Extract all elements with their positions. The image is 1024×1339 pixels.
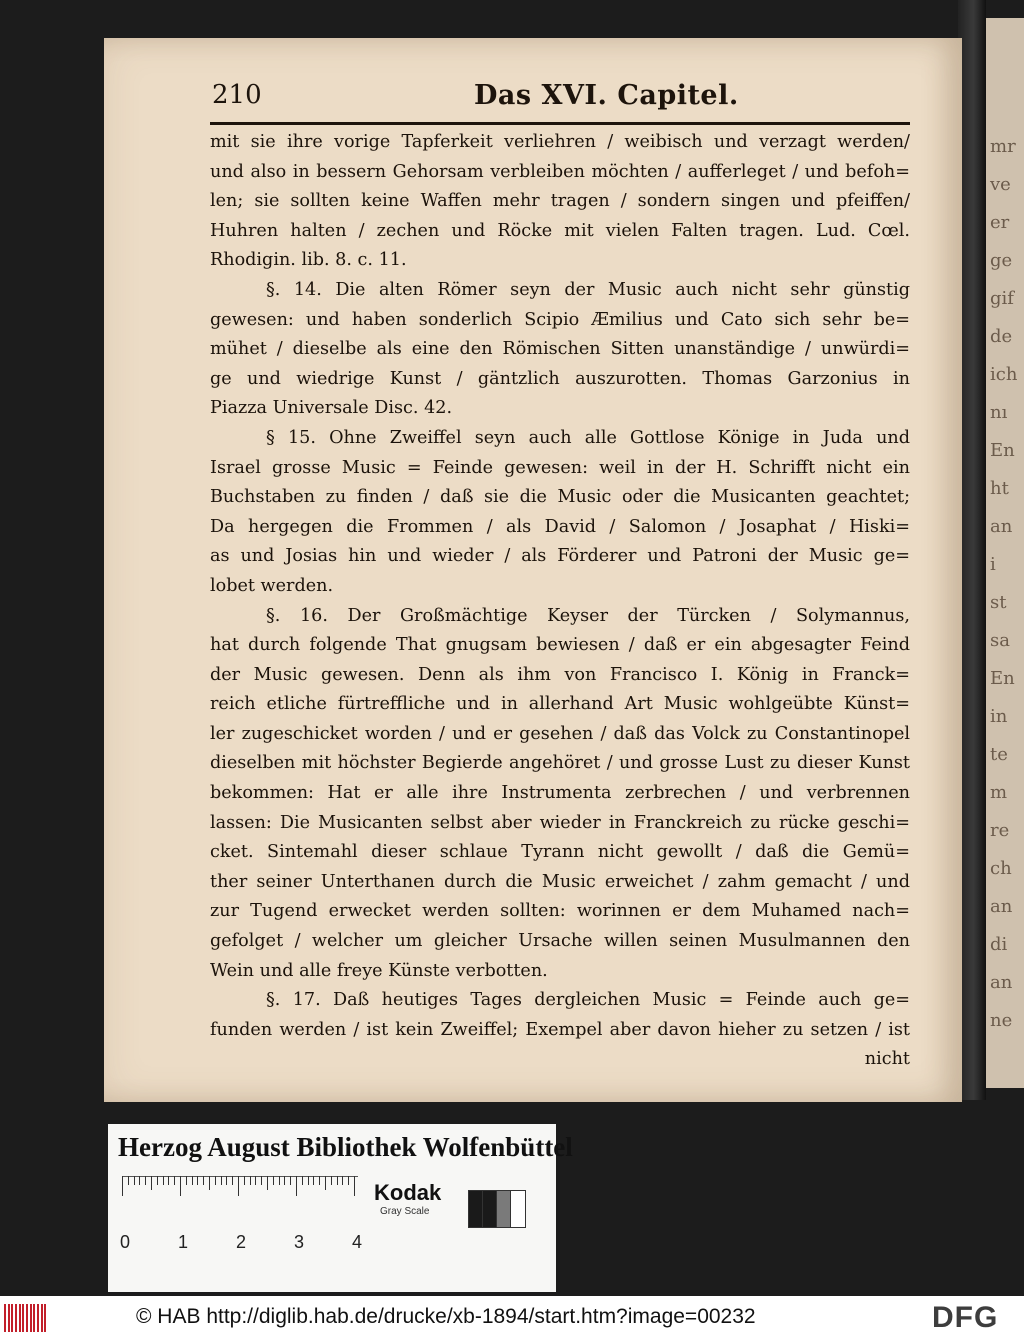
- ruler-tick: [186, 1176, 187, 1185]
- kodak-logo-text: Kodak: [374, 1180, 442, 1205]
- text-line: mit sie ihre vorige Tapferkeit verliehren / weibisch und verzagt werden/: [210, 132, 910, 152]
- body-text: [210, 128, 910, 1075]
- ruler-tick: [279, 1176, 280, 1185]
- dfg-logo: DFG: [932, 1301, 999, 1334]
- barcode-bar: [26, 1304, 28, 1332]
- text-line: Wein und alle freye Künste verbotten.: [210, 960, 548, 981]
- barcode-bar: [15, 1304, 17, 1332]
- text-line: funden werden / ist kein Zweiffel; Exempel aber davon hieher zu setzen / ist: [210, 1019, 910, 1040]
- barcode-bar: [33, 1304, 35, 1332]
- adjacent-page-fragment: ich: [990, 364, 1018, 385]
- ruler-tick: [244, 1176, 245, 1185]
- adjacent-page-fragment: er: [990, 212, 1010, 233]
- text-line: und also in bessern Gehorsam verbleiben möchten / aufferleget / und befoh=: [210, 161, 910, 182]
- text-line: as und Josias hin und wieder / als Förderer und Patroni der Music ge=: [210, 546, 910, 567]
- ruler-tick: [215, 1176, 216, 1185]
- adjacent-page-fragment: nı: [990, 402, 1008, 423]
- adjacent-page-fragment: an: [990, 516, 1013, 537]
- adjacent-page-fragment: ch: [990, 858, 1012, 879]
- ruler-tick: [174, 1176, 175, 1185]
- adjacent-page-fragment: re: [990, 820, 1010, 841]
- ruler-tick: [331, 1176, 332, 1185]
- ruler-tick: [250, 1176, 251, 1185]
- text-line: len; sie sollten keine Waffen mehr tragen / sondern singen und pfeiffen/: [210, 191, 910, 212]
- text-line: Rhodigin. lib. 8. c. 11.: [210, 250, 407, 271]
- barcode-bar: [8, 1304, 10, 1332]
- barcode-bar: [19, 1304, 21, 1332]
- ruler-tick: [221, 1176, 222, 1185]
- ruler-tick: [337, 1176, 338, 1185]
- footer-bar: [0, 1296, 1024, 1339]
- ruler-number: 3: [294, 1232, 305, 1252]
- ruler-tick: [203, 1176, 204, 1185]
- barcode-bar: [4, 1304, 6, 1332]
- ruler-tick: [354, 1176, 355, 1196]
- text-line: § 15. Ohne Zweiffel seyn auch alle Gottlose Könige in Juda und: [266, 427, 910, 448]
- ruler-tick: [255, 1176, 256, 1185]
- text-line: gefolget / welcher um gleicher Ursache willen seinen Musulmannen den: [210, 931, 910, 952]
- ruler-number: 4: [352, 1232, 363, 1252]
- ruler-tick: [134, 1176, 135, 1185]
- text-line: Israel grosse Music = Feinde gewesen: weil in der H. Schrifft nicht ein: [210, 457, 910, 478]
- ruler-tick: [180, 1176, 181, 1196]
- adjacent-page-fragment: i: [990, 554, 996, 575]
- copyright-url: © HAB http://diglib.hab.de/drucke/xb-1894/start.htm?image=00232: [136, 1305, 756, 1328]
- text-line: der Music gewesen. Denn als ihm von Francisco I. König in Franck=: [210, 664, 910, 685]
- adjacent-page-fragment: En: [990, 440, 1015, 461]
- running-head: Das XVI. Capitel.: [474, 80, 739, 111]
- text-line: mühet / dieselbe als eine den Römischen Sitten unanständige / unwürdi=: [210, 339, 910, 360]
- ruler-tick: [313, 1176, 314, 1185]
- text-line: nicht: [864, 1049, 910, 1070]
- adjacent-page-fragment: ve: [990, 174, 1011, 195]
- text-line: lassen: Die Musicanten selbst aber wieder in Franckreich zu rücke geschi=: [210, 812, 910, 833]
- barcode-bar: [37, 1304, 39, 1332]
- ruler-tick: [151, 1176, 152, 1190]
- ruler-number: 1: [178, 1232, 189, 1252]
- adjacent-page-fragment: mr: [990, 136, 1016, 157]
- ruler-tick: [192, 1176, 193, 1185]
- kodak-subtitle: Gray Scale: [380, 1206, 430, 1217]
- text-line: hat durch folgende That gnugsam bewiesen / daß er ein abgesagter Feind: [210, 635, 910, 656]
- adjacent-page-fragment: ge: [990, 250, 1013, 271]
- ruler-tick: [145, 1176, 146, 1185]
- ruler-tick: [284, 1176, 285, 1185]
- adjacent-page-fragment: gif: [990, 288, 1014, 309]
- adjacent-page-fragment: in: [990, 706, 1008, 727]
- ruler-tick: [325, 1176, 326, 1190]
- text-line: §. 16. Der Großmächtige Keyser der Türcken / Solymannus,: [266, 605, 910, 626]
- ruler-tick: [308, 1176, 309, 1185]
- adjacent-page-fragment: En: [990, 668, 1015, 689]
- adjacent-page-edge: [984, 18, 1024, 1088]
- ruler-tick: [168, 1176, 169, 1185]
- text-line: §. 14. Die alten Römer seyn der Music auch nicht sehr günstig: [266, 279, 910, 300]
- text-line: gewesen: und haben sonderlich Scipio Æmilius und Cato sich sehr be=: [210, 309, 910, 330]
- ruler-tick: [273, 1176, 274, 1185]
- adjacent-page-fragment: an: [990, 972, 1013, 993]
- text-line: Da hergegen die Frommen / als David / Salomon / Josaphat / Hiski=: [210, 516, 910, 537]
- adjacent-page-fragment: m: [990, 782, 1008, 803]
- adjacent-page-fragment: sa: [990, 630, 1010, 651]
- ruler-tick: [197, 1176, 198, 1185]
- adjacent-page-fragment: de: [990, 326, 1013, 347]
- book-gutter: [958, 0, 986, 1100]
- text-line: Piazza Universale Disc. 42.: [210, 398, 453, 419]
- ruler-tick: [267, 1176, 268, 1190]
- barcode-bar: [22, 1304, 24, 1332]
- adjacent-page-fragment: an: [990, 896, 1013, 917]
- ruler-tick: [342, 1176, 343, 1185]
- header-rule: [210, 122, 910, 125]
- text-line: ther seiner Unterthanen durch die Music erweichet / zahm gemacht / und: [210, 871, 910, 892]
- adjacent-page-fragment: te: [990, 744, 1008, 765]
- text-line: Buchstaben zu finden / daß sie die Music oder die Musicanten geachtet;: [210, 487, 910, 508]
- page-number: 210: [212, 80, 262, 110]
- ruler-tick: [209, 1176, 210, 1190]
- page-header: [212, 80, 912, 120]
- ruler-tick: [128, 1176, 129, 1185]
- text-line: ge und wiedrige Kunst / gäntzlich auszurotten. Thomas Garzonius in: [210, 368, 910, 389]
- library-label-card: [108, 1124, 573, 1292]
- ruler-tick: [261, 1176, 262, 1185]
- ruler-tick: [348, 1176, 349, 1185]
- ruler-tick: [319, 1176, 320, 1185]
- text-line: ler zugeschicket worden / und er gesehen / daß das Volck zu Constantinopel: [210, 723, 910, 744]
- adjacent-page-fragment: st: [990, 592, 1007, 613]
- ruler-tick: [296, 1176, 297, 1196]
- text-line: Huhren halten / zechen und Röcke mit vielen Falten tragen. Lud. Cœl.: [210, 220, 910, 241]
- text-line: reich etliche fürtreffliche und in allerhand Art Music wohlgeübte Künst=: [210, 694, 910, 715]
- barcode-bar: [44, 1304, 46, 1332]
- ruler-tick: [122, 1176, 123, 1196]
- barcode-bar: [41, 1304, 43, 1332]
- library-name: Herzog August Bibliothek Wolfenbüttel: [118, 1132, 573, 1162]
- ruler-number: 0: [120, 1232, 131, 1252]
- text-line: lobet werden.: [210, 575, 334, 596]
- ruler-tick: [238, 1176, 239, 1196]
- text-line: §. 17. Daß heutiges Tages dergleichen Music = Feinde auch ge=: [266, 990, 910, 1011]
- ruler-tick: [139, 1176, 140, 1185]
- adjacent-page-fragment: di: [990, 934, 1008, 955]
- text-line: bekommen: Hat er alle ihre Instrumenta zerbrechen / und verbrennen: [210, 783, 910, 804]
- gray-patch: [510, 1190, 526, 1228]
- ruler-tick: [302, 1176, 303, 1185]
- text-line: dieselben mit höchster Begierde angehöret / und grosse Lust zu dieser Kunst: [210, 753, 910, 774]
- adjacent-page-fragment: ne: [990, 1010, 1013, 1031]
- ruler-tick: [226, 1176, 227, 1185]
- barcode-icon: [4, 1304, 48, 1332]
- ruler-tick: [163, 1176, 164, 1185]
- ruler-tick: [157, 1176, 158, 1185]
- ruler-tick: [232, 1176, 233, 1185]
- ruler-tick: [290, 1176, 291, 1185]
- barcode-bar: [11, 1304, 13, 1332]
- adjacent-page-fragment: ht: [990, 478, 1009, 499]
- ruler-number: 2: [236, 1232, 247, 1252]
- text-line: cket. Sintemahl dieser schlaue Tyrann nicht gewollt / daß die Gemü=: [210, 842, 910, 863]
- barcode-bar: [30, 1304, 32, 1332]
- text-line: zur Tugend erwecket werden sollten: worinnen er dem Muhamed nach=: [210, 901, 910, 922]
